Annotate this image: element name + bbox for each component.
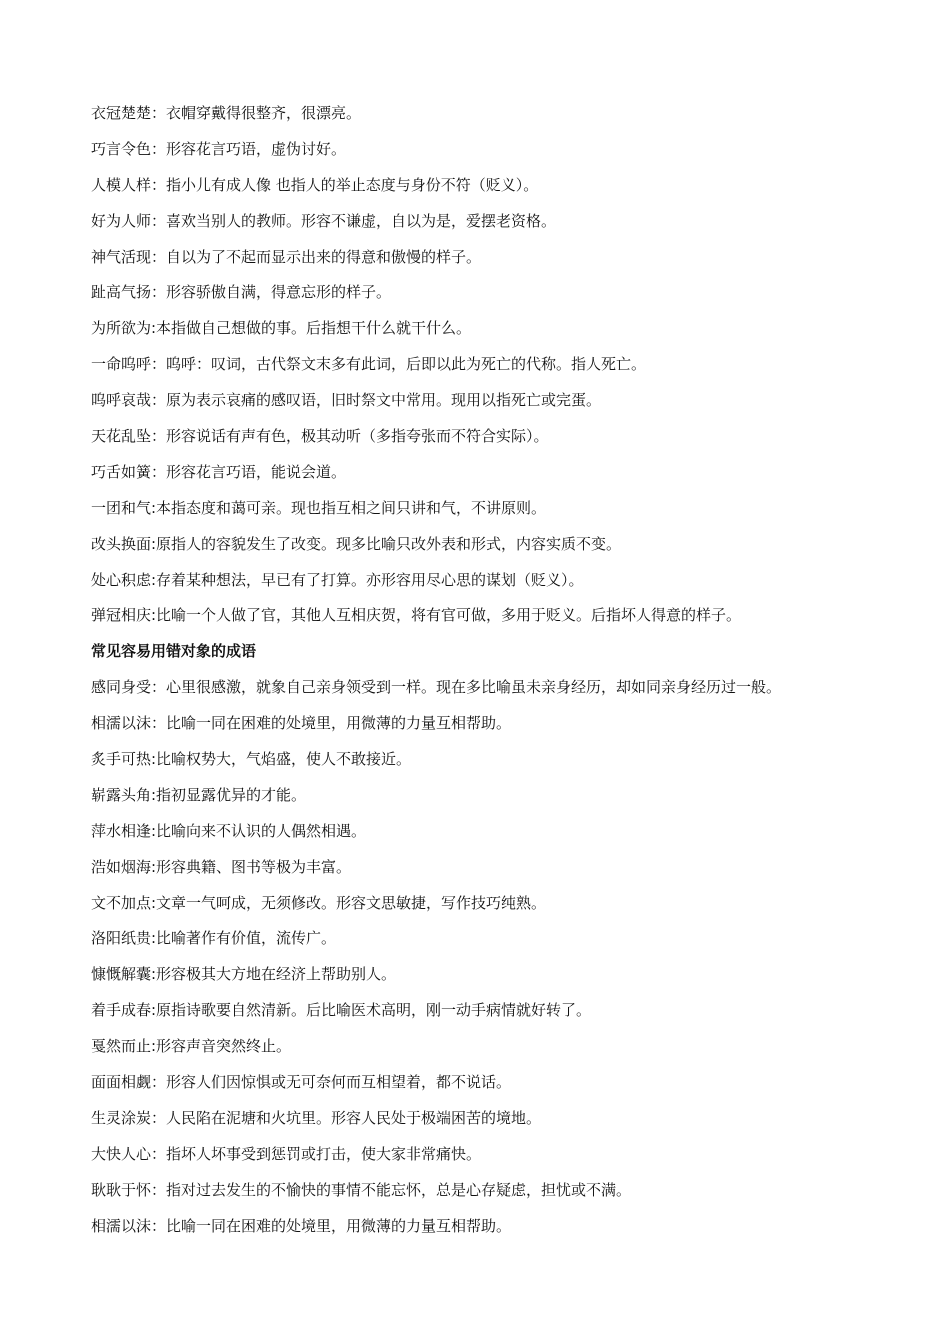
idiom-entry: 慷慨解囊:形容极其大方地在经济上帮助别人。 xyxy=(91,965,397,984)
idiom-entry: 洛阳纸贵:比喻著作有价值，流传广。 xyxy=(91,929,337,948)
idiom-entry: 巧舌如簧：形容花言巧语，能说会道。 xyxy=(91,462,347,481)
idiom-entry: 趾高气扬：形容骄傲自满，得意忘形的样子。 xyxy=(91,283,392,302)
idiom-entry: 神气活现：自以为了不起而显示出来的得意和傲慢的样子。 xyxy=(91,247,482,266)
section-heading: 常见容易用错对象的成语 xyxy=(91,642,257,661)
idiom-entry: 生灵涂炭：人民陷在泥塘和火坑里。形容人民处于极端困苦的境地。 xyxy=(91,1108,542,1127)
idiom-entry: 为所欲为:本指做自己想做的事。后指想干什么就干什么。 xyxy=(91,319,472,338)
idiom-entry: 着手成春:原指诗歌要自然清新。后比喻医术高明，刚一动手病情就好转了。 xyxy=(91,1001,592,1020)
idiom-entry: 好为人师：喜欢当别人的教师。形容不谦虚，自以为是，爱摆老资格。 xyxy=(91,211,557,230)
idiom-entry: 一命呜呼：呜呼：叹词，古代祭文末多有此词，后即以此为死亡的代称。指人死亡。 xyxy=(91,355,647,374)
idiom-entry: 相濡以沫：比喻一同在困难的处境里，用微薄的力量互相帮助。 xyxy=(91,714,512,733)
idiom-entry: 戛然而止:形容声音突然终止。 xyxy=(91,1037,292,1056)
idiom-entry: 感同身受：心里很感激，就象自己亲身领受到一样。现在多比喻虽未亲身经历，却如同亲身经历过一般。 xyxy=(91,678,782,697)
idiom-entry: 呜呼哀哉：原为表示哀痛的感叹语，旧时祭文中常用。现用以指死亡或完蛋。 xyxy=(91,391,602,410)
idiom-entry: 改头换面:原指人的容貌发生了改变。现多比喻只改外表和形式，内容实质不变。 xyxy=(91,534,622,553)
idiom-entry: 人模人样：指小儿有成人像 也指人的举止态度与身份不符（贬义）。 xyxy=(91,175,539,194)
idiom-entry: 炙手可热:比喻权势大，气焰盛，使人不敢接近。 xyxy=(91,750,412,769)
idiom-entry: 面面相觑：形容人们因惊惧或无可奈何而互相望着，都不说话。 xyxy=(91,1073,512,1092)
idiom-list xyxy=(91,96,891,1245)
idiom-entry: 崭露头角:指初显露优异的才能。 xyxy=(91,785,307,804)
idiom-entry: 天花乱坠：形容说话有声有色，极其动听（多指夸张而不符合实际）。 xyxy=(91,427,549,446)
idiom-entry: 一团和气:本指态度和蔼可亲。现也指互相之间只讲和气，不讲原则。 xyxy=(91,498,547,517)
idiom-entry: 巧言令色：形容花言巧语，虚伪讨好。 xyxy=(91,139,347,158)
idiom-entry: 耿耿于怀：指对过去发生的不愉快的事情不能忘怀，总是心存疑虑，担忧或不满。 xyxy=(91,1180,632,1199)
idiom-entry: 大快人心：指坏人坏事受到惩罚或打击，使大家非常痛快。 xyxy=(91,1144,482,1163)
idiom-entry: 相濡以沫：比喻一同在困难的处境里，用微薄的力量互相帮助。 xyxy=(91,1216,512,1235)
idiom-entry: 衣冠楚楚：衣帽穿戴得很整齐，很漂亮。 xyxy=(91,104,362,122)
idiom-entry: 处心积虑:存着某种想法，早已有了打算。亦形容用尽心思的谋划（贬义）。 xyxy=(91,570,584,589)
idiom-entry: 弹冠相庆:比喻一个人做了官，其他人互相庆贺，将有官可做，多用于贬义。后指坏人得意的样子。 xyxy=(91,606,742,625)
idiom-entry: 萍水相逢:比喻向来不认识的人偶然相遇。 xyxy=(91,821,367,840)
idiom-entry: 浩如烟海:形容典籍、图书等极为丰富。 xyxy=(91,857,352,876)
idiom-entry: 文不加点:文章一气呵成，无须修改。形容文思敏捷，写作技巧纯熟。 xyxy=(91,893,547,912)
